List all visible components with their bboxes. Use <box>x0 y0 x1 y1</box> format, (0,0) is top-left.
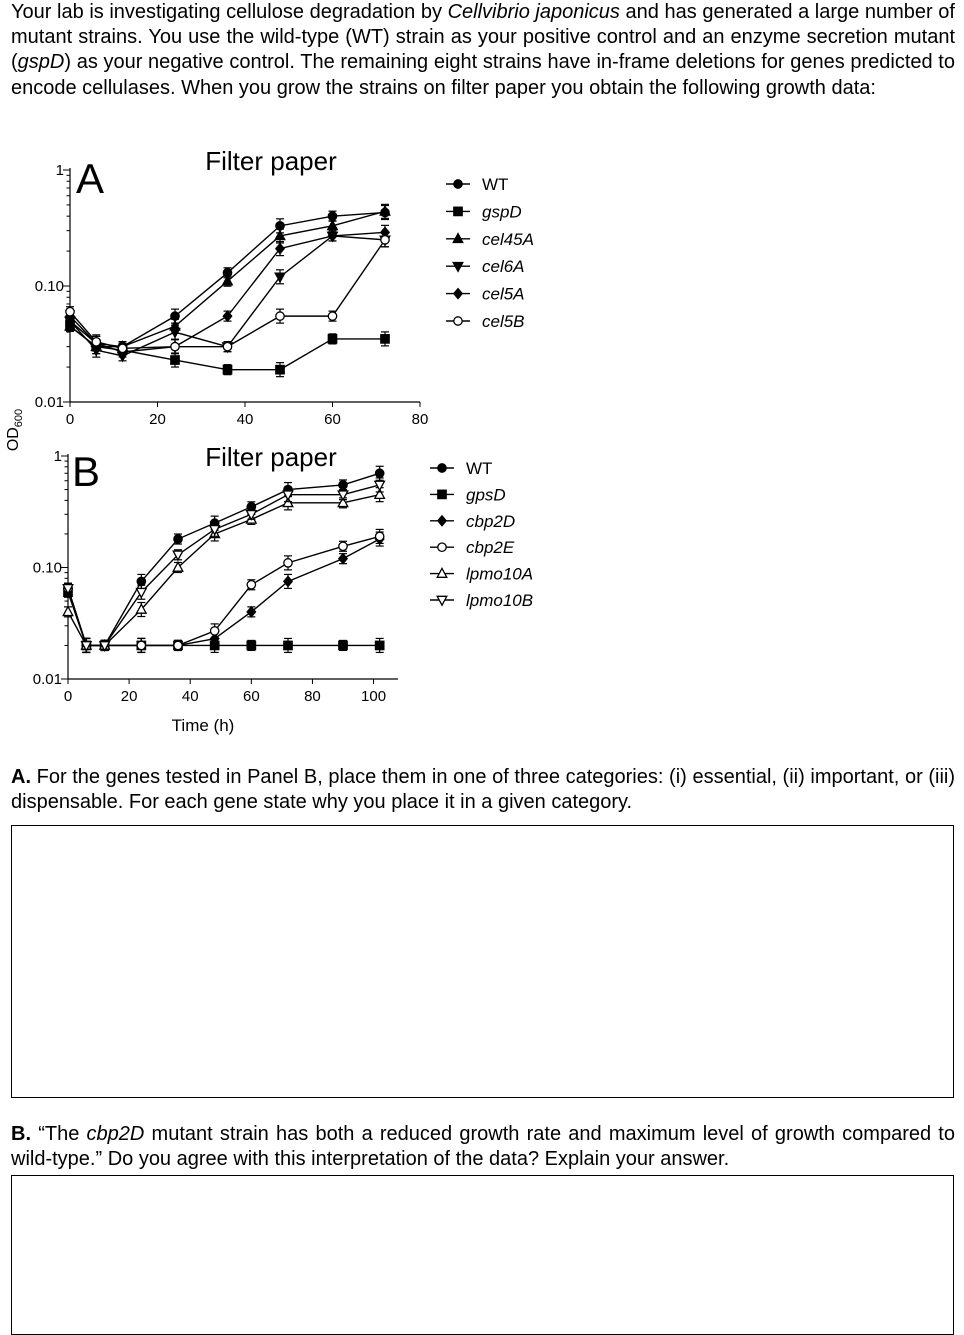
data-point <box>137 641 145 649</box>
data-point <box>339 481 347 489</box>
legend-label: gspD <box>482 202 522 222</box>
series-cel5A <box>66 225 389 357</box>
intro-text-3: ) as your negative control. The remaining eight strains have in-frame deletions for genes predicted to encode cellulases. When you grow the strains on filter paper you obtain the following growth data: <box>11 51 955 99</box>
y-tick-label: 0.01 <box>34 394 64 411</box>
series-line <box>70 240 385 349</box>
series-line <box>70 236 385 356</box>
x-tick-label: 40 <box>236 411 254 428</box>
series-cel5B <box>66 233 389 354</box>
data-point <box>375 532 383 540</box>
legend-label: cel6A <box>482 257 525 277</box>
data-point <box>339 542 347 550</box>
legend-entry <box>446 257 525 276</box>
legend-label: cel5B <box>482 312 525 331</box>
legend-entry <box>430 538 515 557</box>
data-point <box>276 365 284 373</box>
data-point <box>381 335 389 343</box>
panel-letter: B <box>72 448 101 495</box>
organism-name: Cellvibrio japonicus <box>447 1 620 23</box>
question-b <box>11 1122 955 1172</box>
legend-marker <box>453 234 463 243</box>
legend-marker <box>438 490 446 498</box>
legend-label: gpsD <box>466 485 506 505</box>
data-point <box>328 335 336 343</box>
x-tick-label: 80 <box>304 688 321 705</box>
series-line <box>70 232 385 352</box>
data-point <box>338 491 348 500</box>
x-tick-label: 40 <box>181 688 199 705</box>
question-b-gene: cbp2D <box>86 1123 145 1145</box>
legend-label: cbp2E <box>466 538 515 558</box>
data-point <box>339 641 347 649</box>
data-point <box>92 338 100 346</box>
legend-label: cel45A <box>482 229 534 249</box>
y-tick-label: 1 <box>53 448 62 465</box>
panel-letter: A <box>76 155 105 202</box>
data-point <box>375 469 383 477</box>
x-tick-label: 20 <box>149 411 166 428</box>
intro-text-1: Your lab is investigating cellulose degradation by <box>11 1 448 23</box>
x-tick-label: 60 <box>324 411 341 428</box>
legend-marker <box>438 543 446 551</box>
y-axis-label-main: OD <box>5 427 22 452</box>
y-axis-label <box>5 409 25 451</box>
x-tick-label: 20 <box>120 688 138 705</box>
y-tick-label: 0.10 <box>32 559 62 577</box>
legend-marker <box>438 516 446 526</box>
intro-text-2: and has generated a large number of mutant strains. You use the wild-type (WT) strain as your positive control and an enzyme secretion mutant ( <box>11 1 955 74</box>
x-tick-label: 0 <box>65 411 75 428</box>
legend-entry <box>446 175 508 194</box>
series-cel45A <box>65 204 390 353</box>
legend-entry <box>430 565 533 584</box>
legend-entry <box>446 202 522 221</box>
y-tick-label: 0.10 <box>34 278 64 295</box>
legend-label: WT <box>482 175 509 194</box>
legend-label: lpmo10B <box>466 591 534 610</box>
data-point <box>223 342 231 350</box>
data-point <box>174 535 182 543</box>
data-point <box>171 356 179 364</box>
series-lpmo10A <box>63 488 384 653</box>
data-point <box>284 641 292 649</box>
data-point <box>223 365 231 373</box>
data-point <box>137 577 145 585</box>
question-a-text: For the genes tested in Panel B, place them in one of three categories: (i) essential, (ii) important, or (iii) dispensable. For each gene state why you place it in a given category. <box>11 766 955 814</box>
series-line <box>68 485 380 645</box>
data-point <box>276 312 284 320</box>
legend-marker <box>454 180 462 188</box>
legend-marker <box>454 289 462 299</box>
legend-marker <box>437 596 447 605</box>
question-b-text-1: “The <box>31 1123 87 1145</box>
x-tick-label: 100 <box>361 688 387 705</box>
series-lpmo10B <box>63 478 384 652</box>
panel-a-axes <box>35 146 534 428</box>
data-point <box>66 308 74 316</box>
question-b-label: B. <box>11 1123 31 1145</box>
x-axis-label: Time (h) <box>171 716 235 735</box>
legend-marker <box>437 568 447 577</box>
y-tick-label: 1 <box>55 162 64 179</box>
series-line <box>68 495 380 646</box>
data-point <box>339 554 347 564</box>
legend-label: cbp2D <box>466 511 516 531</box>
legend-label: cel5A <box>482 284 525 304</box>
answer-box-a[interactable] <box>11 825 954 1098</box>
legend-marker <box>453 263 463 272</box>
question-a-label: A. <box>11 766 31 788</box>
legend-entry <box>446 312 525 331</box>
x-tick-label: 80 <box>411 411 429 428</box>
data-point <box>210 627 218 635</box>
panel-title: Filter paper <box>205 442 337 472</box>
data-point <box>174 641 182 649</box>
legend-label: lpmo10A <box>466 564 534 584</box>
y-axis-label-sub: 600 <box>13 408 25 428</box>
gene-name: gspD <box>17 51 65 74</box>
question-a <box>11 765 955 815</box>
question-b-text-2: mutant strain has both a reduced growth rate and maximum level of growth compared to wild-type.” Do you agree with this interpretation of the data? Explain your answer. <box>11 1123 955 1171</box>
data-point <box>375 641 383 649</box>
data-point <box>63 607 73 616</box>
data-point <box>171 342 179 350</box>
x-tick-label: 60 <box>242 688 260 705</box>
data-point <box>247 641 255 649</box>
panel-title: Filter paper <box>205 146 337 176</box>
series-line <box>68 539 380 645</box>
data-point <box>247 581 255 589</box>
legend-entry <box>430 512 515 531</box>
data-point <box>118 344 126 352</box>
data-point <box>284 576 292 586</box>
legend-entry <box>430 591 533 610</box>
data-point <box>247 607 255 617</box>
legend-entry <box>430 459 492 478</box>
legend-marker <box>454 207 462 215</box>
data-point <box>328 312 336 320</box>
legend-marker <box>454 317 462 325</box>
data-point <box>328 212 336 220</box>
legend-entry <box>446 285 525 304</box>
answer-box-b[interactable] <box>11 1175 954 1335</box>
panel-b-axes <box>33 442 533 735</box>
x-tick-label: 0 <box>63 688 73 705</box>
legend-entry <box>446 230 534 249</box>
y-tick-label: 0.01 <box>32 671 62 688</box>
data-point <box>381 236 389 244</box>
legend-marker <box>438 464 446 472</box>
data-point <box>284 559 292 567</box>
legend-entry <box>430 485 506 504</box>
legend-label: WT <box>466 459 493 478</box>
